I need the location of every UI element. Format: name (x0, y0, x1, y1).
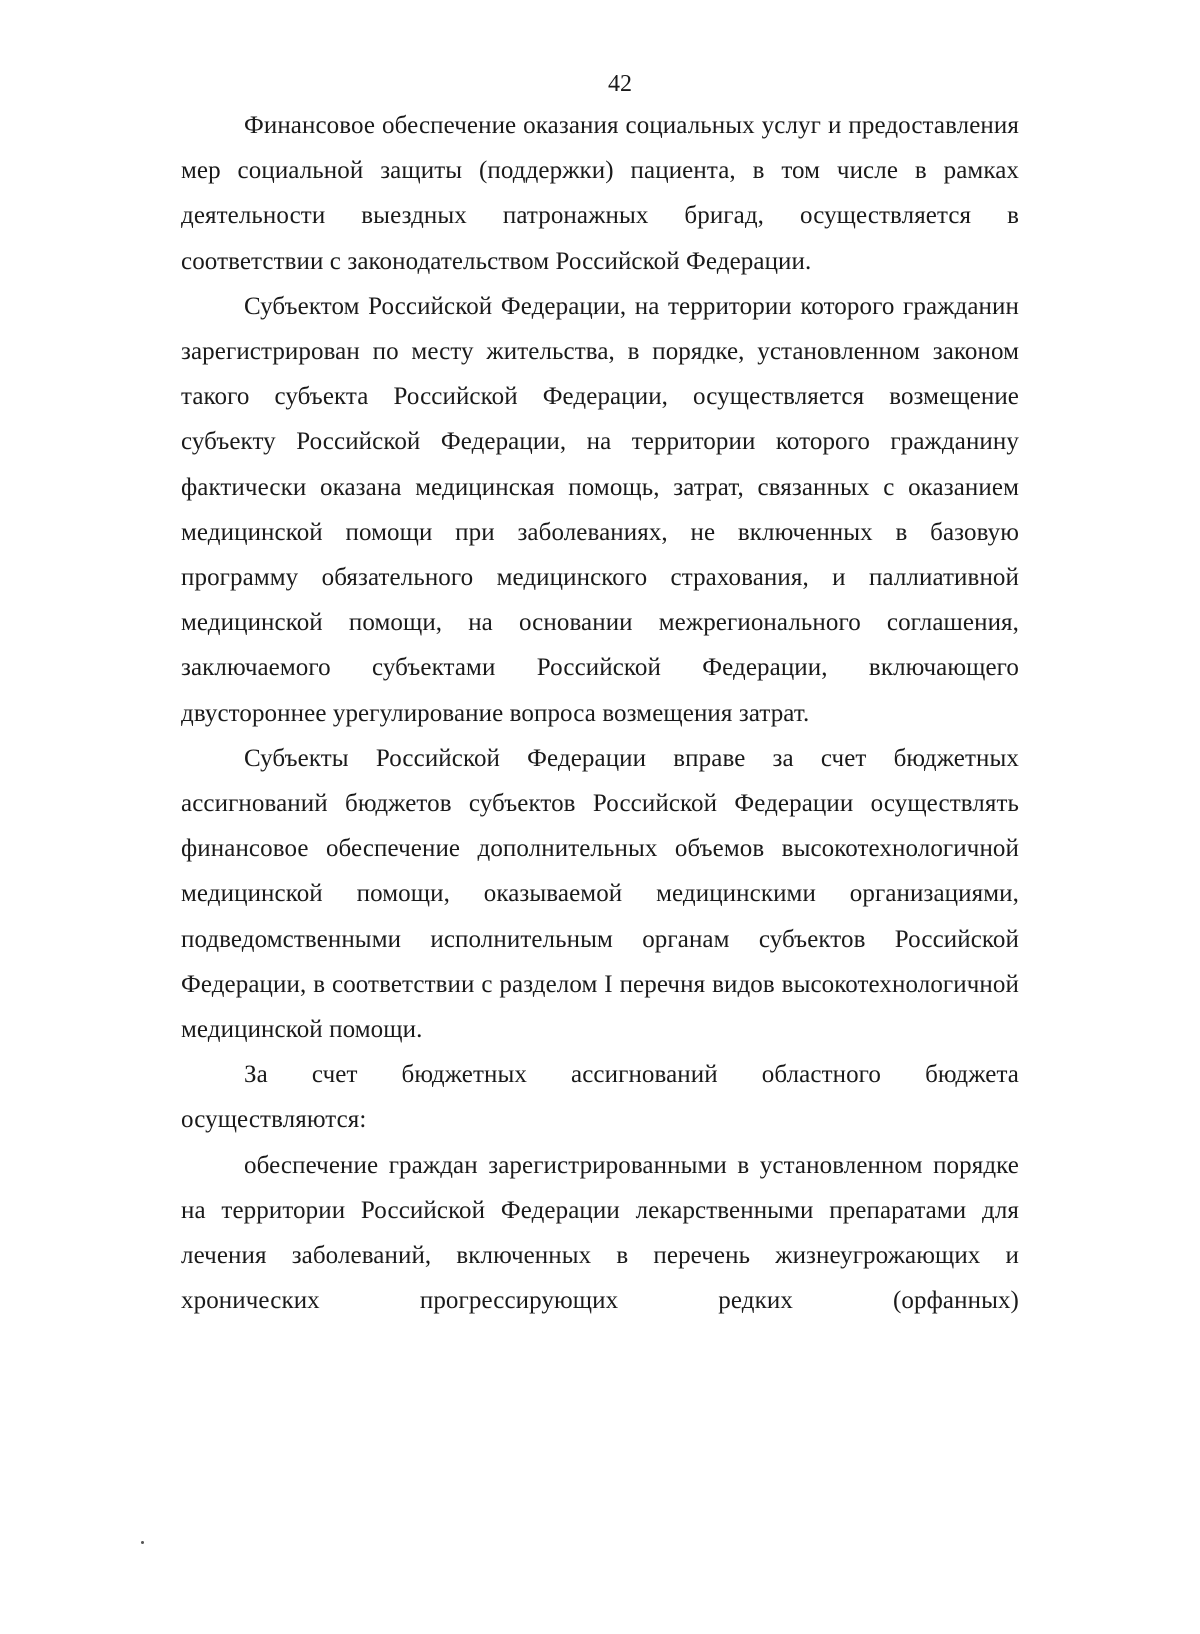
scan-artifact-dot (141, 1541, 144, 1544)
page-number: 42 (608, 71, 632, 97)
paragraph-financing-social-services: Финансовое обеспечение оказания социальных услуг и предоставления мер социальной защиты (поддержки) пациента, в том числе в рамках деятельности выездных патронажных бригад, осуществляется в соответствии с законодательством Российской Федерации. (181, 112, 1019, 275)
paragraph-cost-reimbursement: Субъектом Российской Федерации, на территории которого гражданин зарегистрирован по месту жительства, в порядке, установленном законом такого субъекта Российской Федерации, осуществляется возмещение субъекту Российской Федерации, на территории которого гражданину фактически оказана медицинская помощь, затрат, связанных с оказанием медицинской помощи при заболеваниях, не включенных в базовую программу обязательного медицинского страхования, и паллиативной медицинской помощи, на основании межрегионального соглашения, заключаемого субъектами Российской Федерации, включающего двустороннее урегулирование вопроса возмещения затрат. (181, 292, 1019, 727)
paragraph-regional-budget: За счет бюджетных ассигнований областного бюджета осуществляются: (181, 1061, 1019, 1134)
document-body (181, 103, 1019, 1323)
paragraph-high-tech-care: Субъекты Российской Федерации вправе за счет бюджетных ассигнований бюджетов субъектов Российской Федерации осуществлять финансовое обеспечение дополнительных объемов высокотехнологичной медицинской помощи, оказываемой медицинскими организациями, подведомственными исполнительным органам субъектов Российской Федерации, в соответствии с разделом I перечня видов высокотехнологичной медицинской помощи. (181, 744, 1019, 1044)
paragraph-orphan-drugs: обеспечение граждан зарегистрированными в установленном порядке на территории Российской Федерации лекарственными препаратами для лечения заболеваний, включенных в перечень жизнеугрожающих и хронических прогрессирующих редких (орфанных) (181, 1151, 1019, 1315)
